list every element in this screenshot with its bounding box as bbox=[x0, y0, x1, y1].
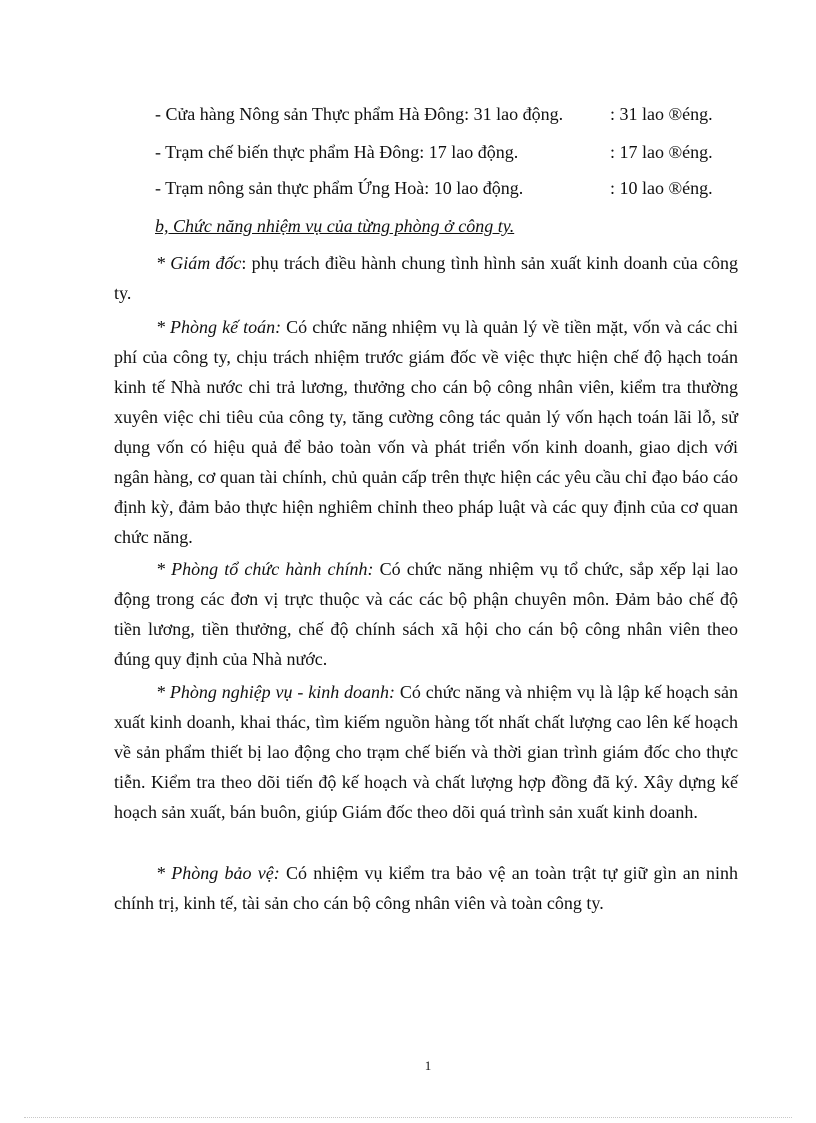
page-number: 1 bbox=[424, 1058, 432, 1073]
paragraph-body: : phụ trách điều hành chung tình hình sản xuất kinh doanh của công ty. bbox=[114, 253, 738, 303]
paragraph-body: Có nhiệm vụ kiểm tra bảo vệ an toàn trật tự giữ gìn an ninh chính trị, kinh tế, tài sản cho cán bộ công nhân viên và toàn công ty. bbox=[114, 863, 739, 913]
paragraph-accounting bbox=[114, 312, 738, 552]
staff-item-value: : 17 lao ®éng. bbox=[610, 142, 713, 162]
section-heading: b, Chức năng nhiệm vụ của từng phòng ở công ty. bbox=[155, 216, 515, 236]
paragraph-body: Có chức năng và nhiệm vụ là lập kế hoạch sản xuất kinh doanh, khai thác, tìm kiếm nguồn hàng tốt nhất chất lượng cao lên kế hoạch về sản phẩm thiết bị lao động cho trạm chế biến và thời gian trình giám đốc cho thực tiễn. Kiểm tra theo dõi tiến độ kế hoạch và chất lượng hợp đồng đã ký. Xây dựng kế hoạch sản xuất, bán buôn, giúp Giám đốc theo dõi quá trình sản xuất kinh doanh. bbox=[114, 682, 739, 822]
staff-item-value: : 31 lao ®éng. bbox=[610, 104, 713, 124]
paragraph-business bbox=[114, 677, 738, 827]
staff-item-value: : 10 lao ®éng. bbox=[610, 178, 713, 198]
paragraph-lead: * Phòng bảo vệ: bbox=[156, 863, 280, 883]
paragraph-lead: * Phòng kế toán: bbox=[156, 317, 282, 337]
paragraph-security bbox=[114, 858, 738, 918]
staff-item-label: - Trạm chế biến thực phẩm Hà Đông: 17 lao động. bbox=[155, 142, 519, 162]
paragraph-lead: * Phòng tổ chức hành chính: bbox=[156, 559, 374, 579]
paragraph-lead: * Giám đốc bbox=[156, 253, 242, 273]
paragraph-director bbox=[114, 248, 738, 308]
paragraph-lead: * Phòng nghiệp vụ - kinh doanh: bbox=[156, 682, 396, 702]
staff-item-label: - Trạm nông sản thực phẩm Ứng Hoà: 10 lao động. bbox=[155, 178, 524, 198]
paragraph-body: Có chức năng nhiệm vụ là quản lý về tiền mặt, vốn và các chi phí của công ty, chịu trách nhiệm trước giám đốc về việc thực hiện chế độ hạch toán kinh tế Nhà nước chi trả lương, thưởng cho cán bộ công nhân viên, kiểm tra thường xuyên việc chi tiêu của công ty, tăng cường công tác quản lý vốn hạch toán lãi lỗ, sử dụng vốn có hiệu quả để bảo toàn vốn và phát triển vốn kinh doanh, giao dịch với ngân hàng, cơ quan tài chính, chủ quản cấp trên thực hiện các yêu cầu chỉ đạo báo cáo định kỳ, đảm bảo thực hiện nghiêm chỉnh theo pháp luật và các quy định của cơ quan chức năng. bbox=[114, 317, 739, 547]
staff-item-label: - Cửa hàng Nông sản Thực phẩm Hà Đông: 31 lao động. bbox=[155, 104, 564, 124]
page-bottom-divider bbox=[24, 1117, 792, 1118]
paragraph-body: Có chức năng nhiệm vụ tổ chức, sắp xếp lại lao động trong các đơn vị trực thuộc và các các bộ phận chuyên môn. Đảm bảo chế độ tiền lương, tiền thưởng, chế độ chính sách xã hội cho cán bộ công nhân viên theo đúng quy định của Nhà nước. bbox=[114, 559, 738, 669]
paragraph-administration bbox=[114, 554, 738, 674]
